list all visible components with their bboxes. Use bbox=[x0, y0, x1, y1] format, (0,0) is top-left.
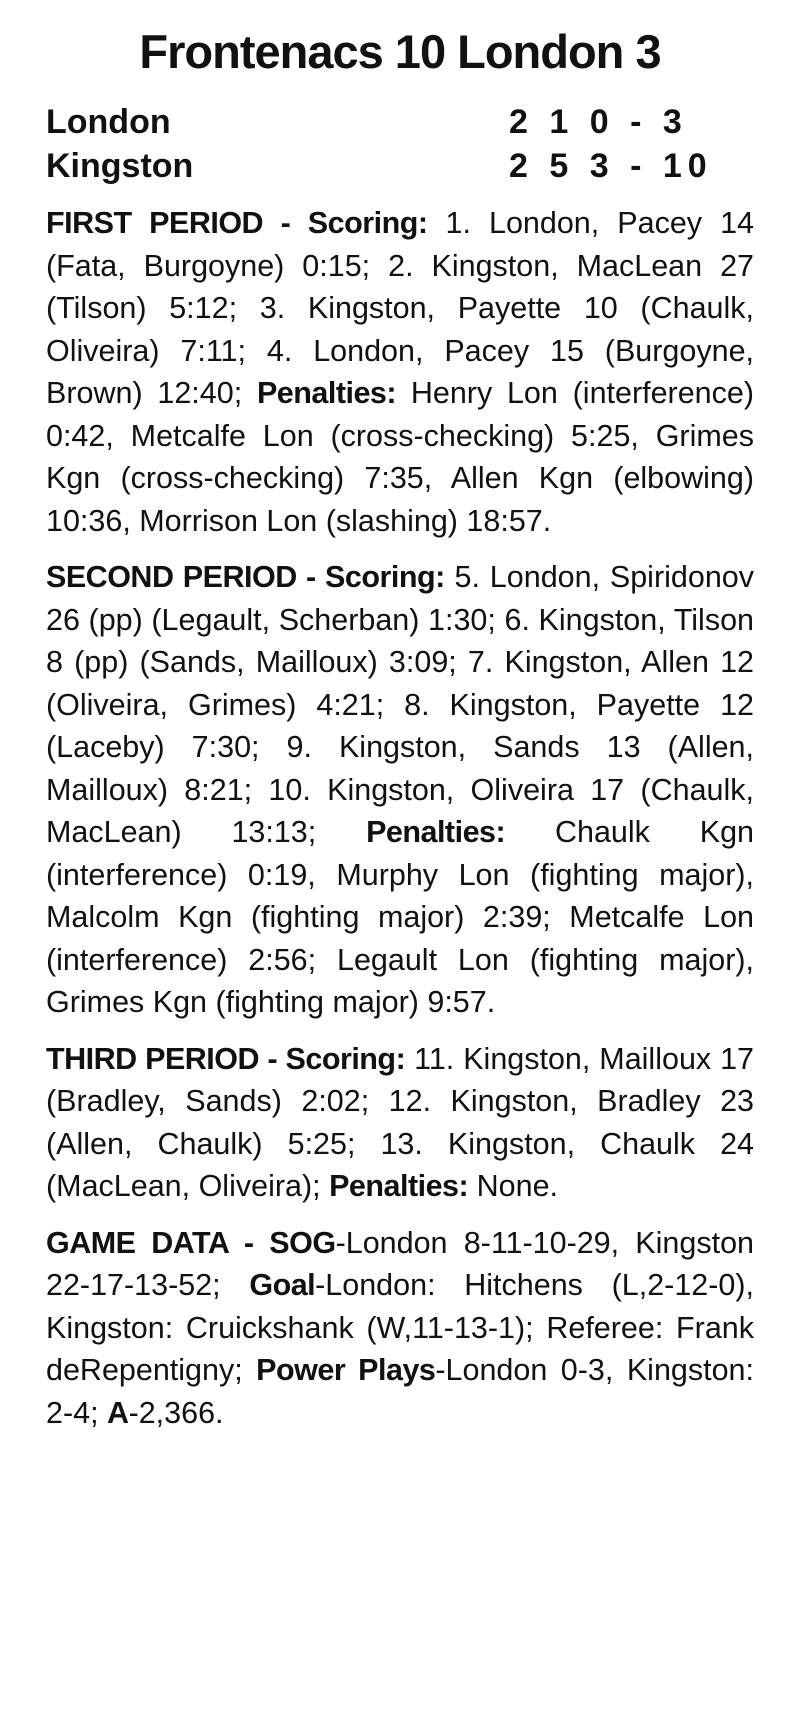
headline: Frontenacs 10 London 3 bbox=[139, 25, 661, 78]
goal-label: Goal bbox=[249, 1268, 316, 1302]
period-scores: 2 1 0 - 3 bbox=[509, 103, 688, 141]
second-period-summary bbox=[46, 556, 754, 1024]
second-period-heading: SECOND PERIOD - Scoring: bbox=[46, 560, 445, 594]
linescore-row-london bbox=[46, 100, 754, 144]
game-data-heading: GAME DATA - SOG bbox=[46, 1225, 336, 1260]
first-period-penalties: Henry Lon (interference) 0:42, Metcalfe Lon (cross-checking) 5:25, Grimes Kgn (cross-checking) 7:35, Allen Kgn (elbowing) 10:36, Morrison Lon (slashing) 18:57. bbox=[46, 376, 755, 538]
first-period-heading: FIRST PERIOD - Scoring: bbox=[46, 206, 428, 240]
second-period-penalties: Chaulk Kgn (interference) 0:19, Murphy Lon (fighting major), Malcolm Kgn (fighting major) 2:39; Metcalfe Lon (interference) 2:56; Legault Lon (fighting major), Grimes Kgn (fighting major) 9:57. bbox=[46, 815, 754, 1019]
goaltenders: -London: Hitchens (L,2-12-0), Kingston: Cruickshank (W,11-13-1); Referee: Frank deRepentigny; bbox=[46, 1268, 754, 1387]
attendance-label: A bbox=[107, 1395, 129, 1430]
period-scores: 2 5 3 - 10 bbox=[509, 147, 713, 185]
third-period-scoring: 11. Kingston, Mailloux 17 (Bradley, Sands) 2:02; 12. Kingston, Bradley 23 (Allen, Chaulk) 5:25; 13. Kingston, Chaulk 24 (MacLean, Oliveira); bbox=[46, 1041, 754, 1203]
first-period-penalties-label: Penalties: bbox=[256, 376, 397, 410]
third-period-heading: THIRD PERIOD - Scoring: bbox=[46, 1041, 406, 1076]
game-data-summary bbox=[46, 1222, 754, 1435]
power-plays-label: Power Plays bbox=[256, 1353, 436, 1387]
third-period-summary bbox=[46, 1038, 754, 1208]
third-period-penalties-label: Penalties: bbox=[329, 1169, 469, 1203]
first-period-summary bbox=[46, 202, 754, 542]
second-period-penalties-label: Penalties: bbox=[366, 815, 506, 849]
team-name: London bbox=[46, 103, 171, 141]
power-plays: -London 0-3, Kingston: 2-4; bbox=[46, 1353, 754, 1430]
first-period-scoring: 1. London, Pacey 14 (Fata, Burgoyne) 0:15; 2. Kingston, MacLean 27 (Tilson) 5:12; 3. Kingston, Payette 10 (Chaulk, Oliveira) 7:11; 4. London, Pacey 15 (Burgoyne, Brown) 12:40; bbox=[46, 206, 754, 410]
linescore bbox=[46, 100, 754, 188]
linescore-row-kingston bbox=[46, 144, 754, 188]
second-period-scoring: 5. London, Spiridonov 26 (pp) (Legault, Scherban) 1:30; 6. Kingston, Tilson 8 (pp) (Sands, Mailloux) 3:09; 7. Kingston, Allen 12 (Oliveira, Grimes) 4:21; 8. Kingston, Payette 12 (Laceby) 7:30; 9. Kingston, Sands 13 (Allen, Mailloux) 8:21; 10. Kingston, Oliveira 17 (Chaulk, MacLean) 13:13; bbox=[46, 560, 754, 849]
attendance: -2,366. bbox=[128, 1395, 224, 1430]
team-name: Kingston bbox=[46, 147, 194, 185]
shots-on-goal: -London 8-11-10-29, Kingston 22-17-13-52; bbox=[46, 1225, 755, 1302]
third-period-penalties: None. bbox=[468, 1169, 559, 1203]
